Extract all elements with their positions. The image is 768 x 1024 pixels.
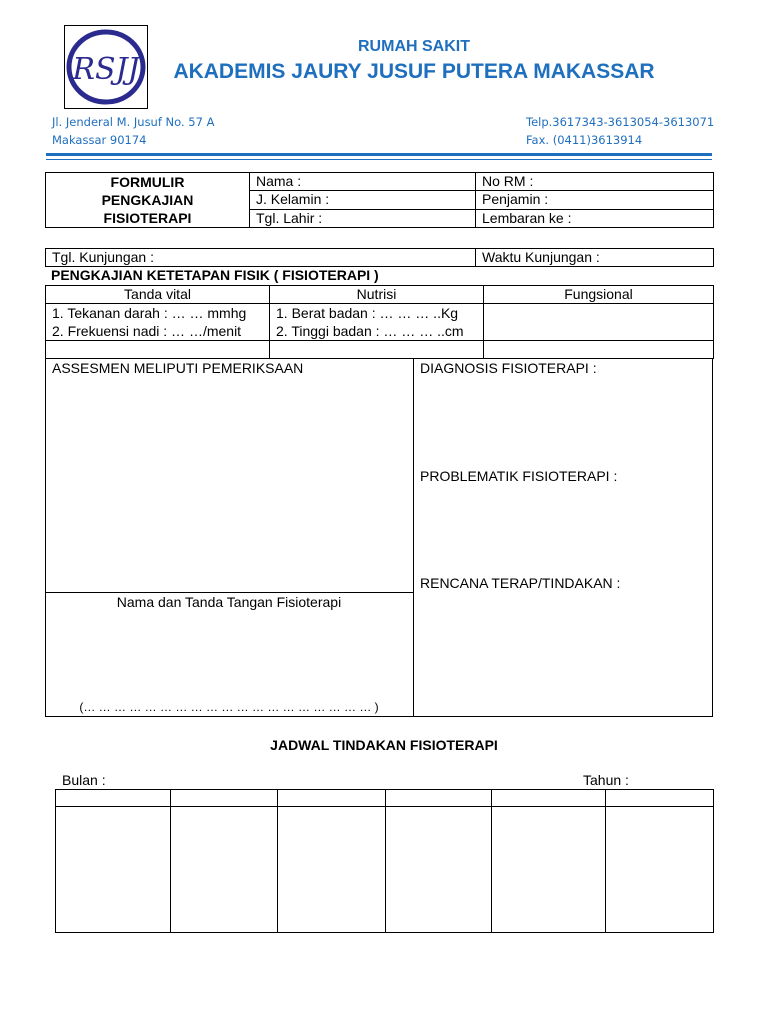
assesmen-label: ASSESMEN MELIPUTI PEMERIKSAAN bbox=[52, 360, 304, 376]
fax-number: Fax. (0411)3613914 bbox=[526, 133, 643, 147]
fungsional-cell[interactable] bbox=[484, 304, 714, 341]
logo-text: RSJJ bbox=[72, 52, 140, 87]
signature-label: Nama dan Tanda Tangan Fisioterapi bbox=[116, 594, 342, 610]
address-street: Jl. Jenderal M. Jusuf No. 57 A bbox=[52, 115, 215, 129]
tekanan-darah-field[interactable]: 1. Tekanan darah : … … mmhg bbox=[52, 305, 247, 321]
hospital-name: AKADEMIS JAURY JUSUF PUTERA MAKASSAR bbox=[173, 60, 655, 83]
nutrisi-empty-cell[interactable] bbox=[270, 341, 484, 359]
bulan-field[interactable]: Bulan : bbox=[62, 772, 106, 788]
problematik-label: PROBLEMATIK FISIOTERAPI : bbox=[420, 468, 618, 484]
signature-line[interactable]: (… … … … … … … … … … … … … … … … … … … ) bbox=[79, 700, 379, 714]
visit-table bbox=[45, 248, 714, 267]
schedule-body-cell[interactable] bbox=[492, 807, 606, 933]
header-divider-thin bbox=[46, 159, 712, 160]
schedule-body-cell[interactable] bbox=[606, 807, 714, 933]
vital-signs-table bbox=[45, 285, 714, 359]
no-rm-field[interactable]: No RM : bbox=[476, 173, 714, 191]
tahun-field[interactable]: Tahun : bbox=[583, 772, 629, 788]
vital-empty-cell[interactable] bbox=[46, 341, 270, 359]
phone-numbers: Telp.3617343-3613054-3613071 bbox=[526, 115, 715, 129]
identity-table bbox=[45, 172, 714, 228]
schedule-header-cell[interactable] bbox=[386, 790, 492, 807]
signature-divider bbox=[45, 592, 414, 593]
header-nutrisi: Nutrisi bbox=[270, 286, 484, 304]
rencana-label: RENCANA TERAP/TINDAKAN : bbox=[420, 575, 621, 591]
form-title-line: PENGKAJIAN bbox=[101, 192, 194, 208]
hospital-type: RUMAH SAKIT bbox=[358, 38, 470, 55]
logo-emblem-icon bbox=[65, 26, 147, 108]
schedule-body-cell[interactable] bbox=[56, 807, 171, 933]
schedule-body-cell[interactable] bbox=[171, 807, 278, 933]
form-title-line: FORMULIR bbox=[110, 174, 185, 190]
kelamin-field[interactable]: J. Kelamin : bbox=[250, 191, 476, 209]
tinggi-badan-field[interactable]: 2. Tinggi badan : … … … ..cm bbox=[276, 323, 464, 339]
schedule-header-cell[interactable] bbox=[492, 790, 606, 807]
tanda-vital-cell bbox=[46, 304, 270, 341]
assessment-divider bbox=[413, 358, 414, 717]
schedule-header-cell[interactable] bbox=[278, 790, 386, 807]
frekuensi-nadi-field[interactable]: 2. Frekuensi nadi : … …/menit bbox=[52, 323, 242, 339]
header-tanda-vital: Tanda vital bbox=[46, 286, 270, 304]
tgl-kunjungan-field[interactable]: Tgl. Kunjungan : bbox=[46, 249, 476, 267]
lembaran-field[interactable]: Lembaran ke : bbox=[476, 209, 714, 227]
nutrisi-cell bbox=[270, 304, 484, 341]
header-fungsional: Fungsional bbox=[484, 286, 714, 304]
tgl-lahir-field[interactable]: Tgl. Lahir : bbox=[250, 209, 476, 227]
schedule-header-cell[interactable] bbox=[606, 790, 714, 807]
fungsional-empty-cell[interactable] bbox=[484, 341, 714, 359]
waktu-kunjungan-field[interactable]: Waktu Kunjungan : bbox=[476, 249, 714, 267]
schedule-table bbox=[55, 789, 714, 933]
section-title: PENGKAJIAN KETETAPAN FISIK ( FISIOTERAPI ) bbox=[51, 267, 379, 283]
hospital-logo bbox=[64, 25, 148, 109]
schedule-title: JADWAL TINDAKAN FISIOTERAPI bbox=[270, 737, 498, 753]
penjamin-field[interactable]: Penjamin : bbox=[476, 191, 714, 209]
assessment-block bbox=[45, 358, 713, 717]
schedule-body-cell[interactable] bbox=[386, 807, 492, 933]
schedule-header-cell[interactable] bbox=[171, 790, 278, 807]
schedule-body-cell[interactable] bbox=[278, 807, 386, 933]
schedule-header-cell[interactable] bbox=[56, 790, 171, 807]
nama-field[interactable]: Nama : bbox=[250, 173, 476, 191]
berat-badan-field[interactable]: 1. Berat badan : … … … ..Kg bbox=[276, 305, 459, 321]
address-city: Makassar 90174 bbox=[52, 133, 147, 147]
diagnosis-label: DIAGNOSIS FISIOTERAPI : bbox=[420, 360, 597, 376]
form-title-line: FISIOTERAPI bbox=[103, 210, 192, 226]
header-divider-thick bbox=[46, 153, 712, 156]
form-title-cell bbox=[46, 173, 250, 228]
